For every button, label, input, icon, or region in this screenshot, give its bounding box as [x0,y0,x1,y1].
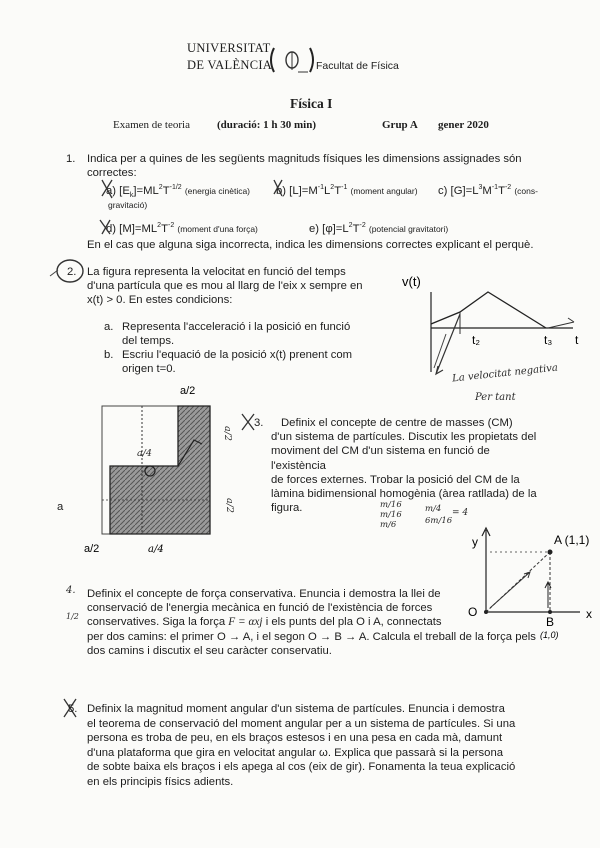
university-name [187,42,272,71]
q4-graph-B: B [546,615,555,629]
q3-hatched-area [110,406,210,534]
q5-line4: d'una plataforma que gira en velocitat angular ω. Explica que passarà si la persona [87,746,504,759]
q1-b-exp3: -1 [341,184,348,191]
q1-intro-line2: correctes: [87,167,137,180]
q1-a-mid: T [162,184,170,197]
q1-e-exp2: -2 [359,222,366,229]
exam-group: Grup A [382,119,418,131]
q2-line2: d'una partícula que es mou al llarg de l'eix x sempre en [87,280,363,293]
q2-graph-ylabel: v(t) [402,274,421,289]
q4-line2: conservació de l'energia mecànica en funció de l'existència de forces [87,602,433,615]
q3-hand-a4: a/4 [137,448,152,459]
q4-graph-B-coord: (1,0) [540,630,559,640]
q2-velocity-line [431,292,546,328]
q1-e-note: (potencial gravitatori) [368,223,449,234]
q4-line5: dos camins i discutix el seu caràcter conservatiu. [87,645,332,657]
exam-duration: (duració: 1 h 30 min) [217,119,316,131]
q4-point-B [548,610,552,614]
q1-e-mid: T [352,222,360,235]
q3-text [271,416,541,515]
q3-fig-left-label: a [57,501,64,513]
q1-c-t: T [498,184,505,197]
q2-a-text [122,320,372,348]
q4-graph-x: x [586,607,592,621]
q2-graph-t2: t₂ [472,333,480,347]
q4-line1: Definix el concepte de força conservativa. Enuncia i demostra la llei de [87,588,441,600]
q1-b-t: T [334,184,342,197]
q3-fig-top-label: a/2 [180,385,196,397]
q3-scribble [380,500,402,530]
q2-velocity-graph [398,262,588,412]
q1-item-c [438,181,538,198]
exam-type: Examen de teoria [113,119,190,131]
q5-number: 5. [68,703,78,715]
q1-a-label: a) [E [106,184,130,197]
q3-hand-a2-side: a/2 [223,498,235,513]
q2-b-line2: origen t=0. [122,363,176,376]
q2-a-line1: Representa l'acceleració i la posició en funció [122,321,351,333]
q2-b-line1: Escriu l'equació de la posició x(t) prenent com [122,349,353,361]
scribble-f4: m/4 [425,504,442,514]
q1-e-exp1: 2 [348,222,353,229]
q1-b-note: (moment angular) [350,185,418,196]
q1-c-exp1: 3 [478,184,483,191]
q2-text [87,265,392,308]
q1-c-label: c) [G]=L [438,184,479,197]
scribble-f2: m/16 [380,510,402,520]
scribble-f1: m/16 [380,500,402,510]
q1-a-sub: k [129,192,134,200]
q2-number: 2. [67,266,77,278]
q3-line4: de forces externes. Trobar la posició del CM de la [271,473,520,486]
q1-d-exp2: -2 [167,222,175,229]
q1-hand-marks-icon [96,176,306,236]
exam-date: gener 2020 [438,119,489,131]
q1-d-mid: T [161,222,168,235]
q1-number: 1. [66,153,76,165]
q1-c-mid: M [482,184,492,197]
q4-graph-y: y [472,535,478,549]
q4-hand-number: 4. [66,585,76,596]
q4-point-A [548,550,553,555]
q1-item-e [309,219,448,236]
q1-closing: En el cas que alguna siga incorrecta, indica les dimensions correctes explicant el perquè. [87,239,534,251]
q4-point-O [484,610,488,614]
scribble-f5: 6m/16 [425,516,453,526]
university-line2: DE VALÈNCIA [187,58,273,72]
q1-intro-line1: Indica per a quines de les següents magnituds físiques les dimensions assignades són [87,153,522,165]
q1-a-exp2: -1/2 [169,184,182,191]
q5-line3: persona es troba de peu, en els braços estesos i en una pesa en cada mà, damunt [87,732,503,745]
q1-c-exp3: -2 [504,184,512,191]
course-title: Física I [290,96,333,111]
q2-graph-t: t [575,333,579,347]
q2-a-line2: del temps. [122,335,175,348]
q1-b-exp2: 2 [330,184,335,191]
q2-line3: x(t) > 0. En estes condicions: [87,294,233,307]
q5-line2: el teorema de conservació del moment angular per a un sistema de partícules. Si una [87,717,516,730]
q1-b-exp1: -1 [317,184,324,191]
q5-line5: de sobte baixa els braços i els apega al cos (eix de gir). Fonamenta la teua explicació [87,761,516,774]
q1-c-note2: gravitació) [108,200,148,210]
university-logo-icon [268,42,318,78]
q3-line6: figura. [271,502,303,515]
q3-fig-bottom-label: a/2 [84,543,100,555]
q4-text [87,587,477,630]
q3-number: 3. [254,417,264,429]
q5-line6: en els principis físics adients. [87,775,234,788]
q1-e-label: e) [φ]=L [309,222,349,235]
q1-d-exp1: 2 [157,222,162,229]
q4-path-graph [460,520,600,645]
q2-b-text [122,348,372,376]
q4-line3 [87,615,477,629]
q4-graph-O: O [468,605,478,619]
scribble-f3: m/6 [380,520,397,530]
q3-lamina-figure [80,380,255,560]
q2-hand-note1: La velocitat negativa [451,362,559,385]
q1-b-label: b) [L]=M [276,184,318,197]
q1-c-exp2: -1 [491,184,499,191]
q1-a-exp1: 2 [158,184,163,191]
q1-b-mid: L [324,184,331,197]
q4-margin-note: 1/2 [66,612,79,621]
q3-line1: Definix el concepte de centre de masses (CM) [281,417,513,429]
scribble-eq: = 4 [452,508,469,518]
q4-force: F = αxj [228,616,263,629]
q1-c-note1: (cons- [514,185,538,196]
q2-graph-t3: t₃ [544,333,553,347]
q5-text [87,702,557,790]
q1-a-rest: ]=ML [133,184,159,197]
q4-line3a: conservatives. Siga la força [87,616,226,629]
q2-line1: La figura representa la velocitat en funció del temps [87,266,346,278]
q4-graph-A: A (1,1) [554,533,590,547]
q1-d-label: d) [M]=ML [106,222,158,235]
q2-hand-arrow [436,314,460,374]
q4-line3c: i els punts del pla O i A, connectats [265,616,442,629]
q3-hand-bottom: a/4 [148,544,164,555]
q2-a-label: a. [104,321,114,333]
q3-hand-a2-top: a/2 [221,426,233,441]
q2-b-label: b. [104,349,114,361]
q1-a-note: (energia cinètica) [184,185,251,196]
q3-line2: d'un sistema de partícules. Discutix les propietats del [271,431,537,444]
q3-line3: moviment del CM d'un sistema en funció de l'existència [271,445,490,472]
faculty-name: Facultat de Física [316,60,399,72]
q4-line4: per dos camins: el primer O → A, i el segon O → B → A. Calcula el treball de la força pels [87,631,536,643]
q5-line1: Definix la magnitud moment angular d'un sistema de partícules. Enuncia i demostra [87,703,505,715]
q2-hand-note2: Per tant [475,392,516,403]
q3-line5: làmina bidimensional homogènia (àrea ratllada) de la [271,488,537,501]
university-line1: UNIVERSITAT [187,41,271,55]
q1-d-note: (moment d'una força) [177,223,258,234]
